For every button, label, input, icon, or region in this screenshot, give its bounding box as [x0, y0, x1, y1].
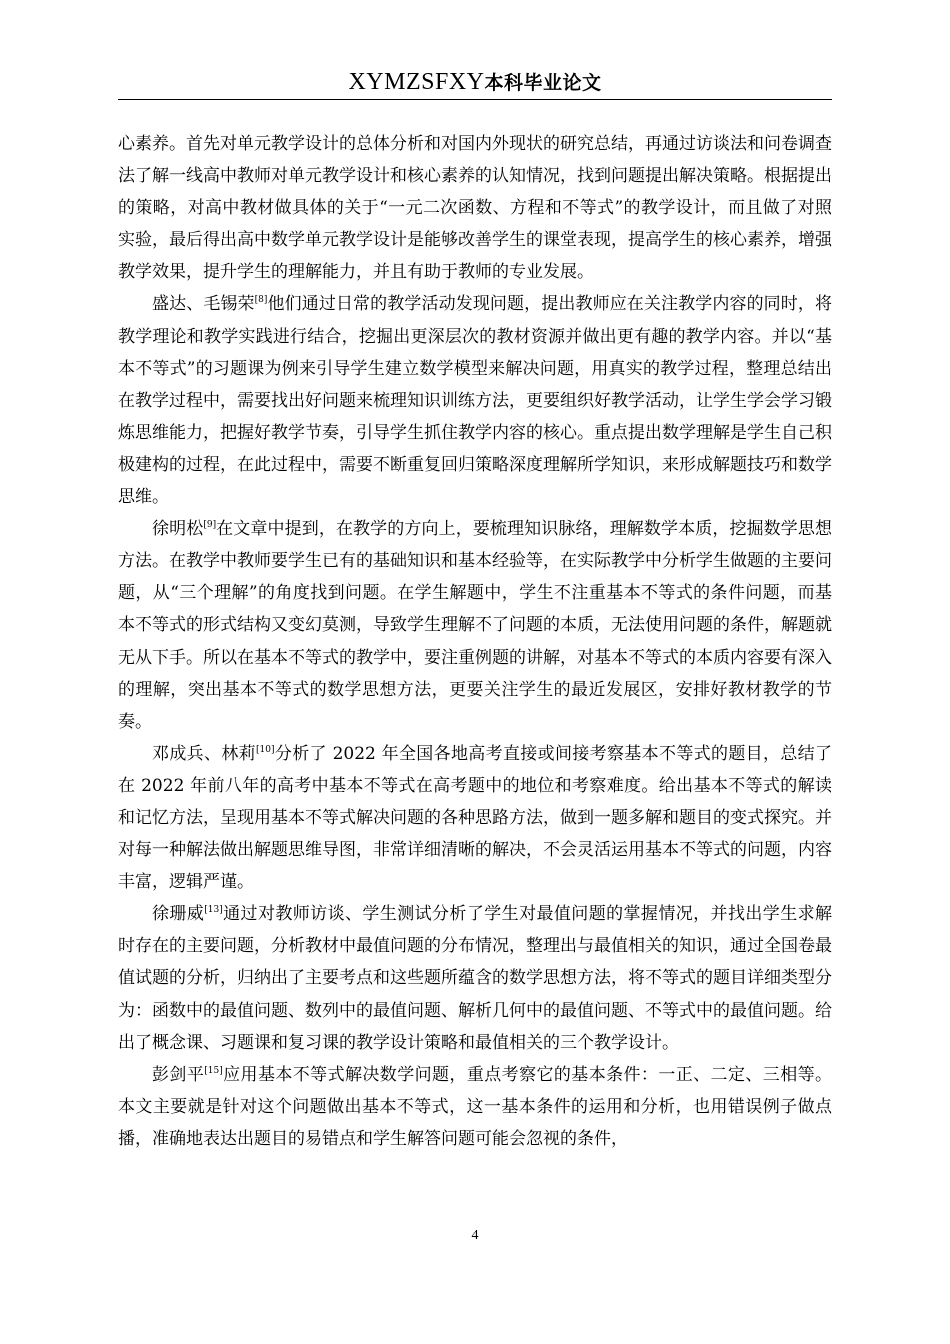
paragraph-5	[118, 898, 832, 1058]
citation-ref: [9]	[203, 520, 217, 531]
header-title: 本科毕业论文	[484, 72, 602, 94]
citation-ref: [13]	[204, 905, 223, 916]
author-names: 邓成兵、林莉	[152, 743, 257, 764]
citation-ref: [8]	[254, 295, 268, 306]
citation-ref: [10]	[256, 744, 275, 755]
paragraph-6	[118, 1059, 832, 1155]
body-text	[118, 128, 832, 1155]
paragraph-text: 他们通过日常的教学活动发现问题，提出教师应在关注教学内容的同时，将教学理论和教学实践进行结合，挖掘出更深层次的教材资源并做出更有趣的教学内容。并以“基本不等式”的习题课为例来引导学生建立数学模型来解决问题，用真实的教学过程，整理总结出在教学过程中，需要找出好问题来梳理知识训练方法，更要组织好教学活动，让学生学会学习锻炼思维能力，把握好教学节奏，引导学生抓住教学内容的核心。重点提出数学理解是学生自己积极建构的过程，在此过程中，需要不断重复回归策略深度理解所学知识，来形成解题技巧和数学思维。	[118, 294, 833, 508]
header-rule	[118, 99, 832, 100]
paragraph-text: 在文章中提到，在教学的方向上，要梳理知识脉络，理解数学本质，挖掘数学思想方法。在教学中教师要学生已有的基础知识和基本经验等，在实际教学中分析学生做题的主要问题，从“三个理解”的角度找到问题。在学生解题中，学生不注重基本不等式的条件问题，而基本不等式的形式结构又变幻莫测，导致学生理解不了问题的本质，无法使用问题的条件，解题就无从下手。所以在基本不等式的教学中，要注重例题的讲解，对基本不等式的本质内容要有深入的理解，突出基本不等式的数学思想方法，更要关注学生的最近发展区，安排好教材教学的节奏。	[118, 519, 832, 732]
paragraph-3	[118, 513, 832, 738]
citation-ref: [15]	[204, 1065, 223, 1076]
paragraph-text: 应用基本不等式解决数学问题，重点考察它的基本条件：一正、二定、三相等。本文主要就是针对这个问题做出基本不等式，这一基本条件的运用和分析，也用错误例子做点播，准确地表达出题目的易错点和学生解答问题可能会忽视的条件，	[118, 1064, 833, 1149]
paragraph-4	[118, 738, 832, 898]
page-header	[118, 66, 832, 99]
paragraph-2	[118, 288, 832, 513]
paragraph-1	[118, 128, 832, 288]
paragraph-text: 分析了 2022 年全国各地高考直接或间接考察基本不等式的题目，总结了在 2022 年前八年的高考中基本不等式在高考题中的地位和考察难度。给出基本不等式的解读和记忆方法，呈现用基本不等式解决问题的各种思路方法，做到一题多解和题目的变式探究。并对每一种解法做出解题思维导图，非常详细清晰的解决，不会灵活运用基本不等式的问题，内容丰富，逻辑严谨。	[118, 743, 833, 893]
author-names: 徐珊威	[152, 904, 205, 925]
paragraph-text: 通过对教师访谈、学生测试分析了学生对最值问题的掌握情况，并找出学生求解时存在的主要问题，分析教材中最值问题的分布情况，整理出与最值相关的知识，通过全国卷最值试题的分析，归纳出了主要考点和这些题所蕴含的数学思想方法，将不等式的题目详细类型分为：函数中的最值问题、数列中的最值问题、解析几何中的最值问题、不等式中的最值问题。给出了概念课、习题课和复习课的教学设计策略和最值相关的三个教学设计。	[118, 904, 833, 1053]
header-code: XYMZSFXY	[348, 69, 485, 95]
paragraph-text: 心素养。首先对单元教学设计的总体分析和对国内外现状的研究总结，再通过访谈法和问卷调查法了解一线高中教师对单元教学设计和核心素养的认知情况，找到问题提出解决策略。根据提出的策略，对高中教材做具体的关于“一元二次函数、方程和不等式”的教学设计，而且做了对照实验，最后得出高中数学单元教学设计是能够改善学生的课堂表现，提高学生的核心素养，增强教学效果，提升学生的理解能力，并且有助于教师的专业发展。	[118, 134, 832, 283]
author-names: 徐明松	[152, 519, 204, 540]
author-names: 盛达、毛锡荣	[152, 294, 255, 315]
author-names: 彭剑平	[152, 1064, 205, 1085]
page-number: 4	[471, 1228, 479, 1243]
